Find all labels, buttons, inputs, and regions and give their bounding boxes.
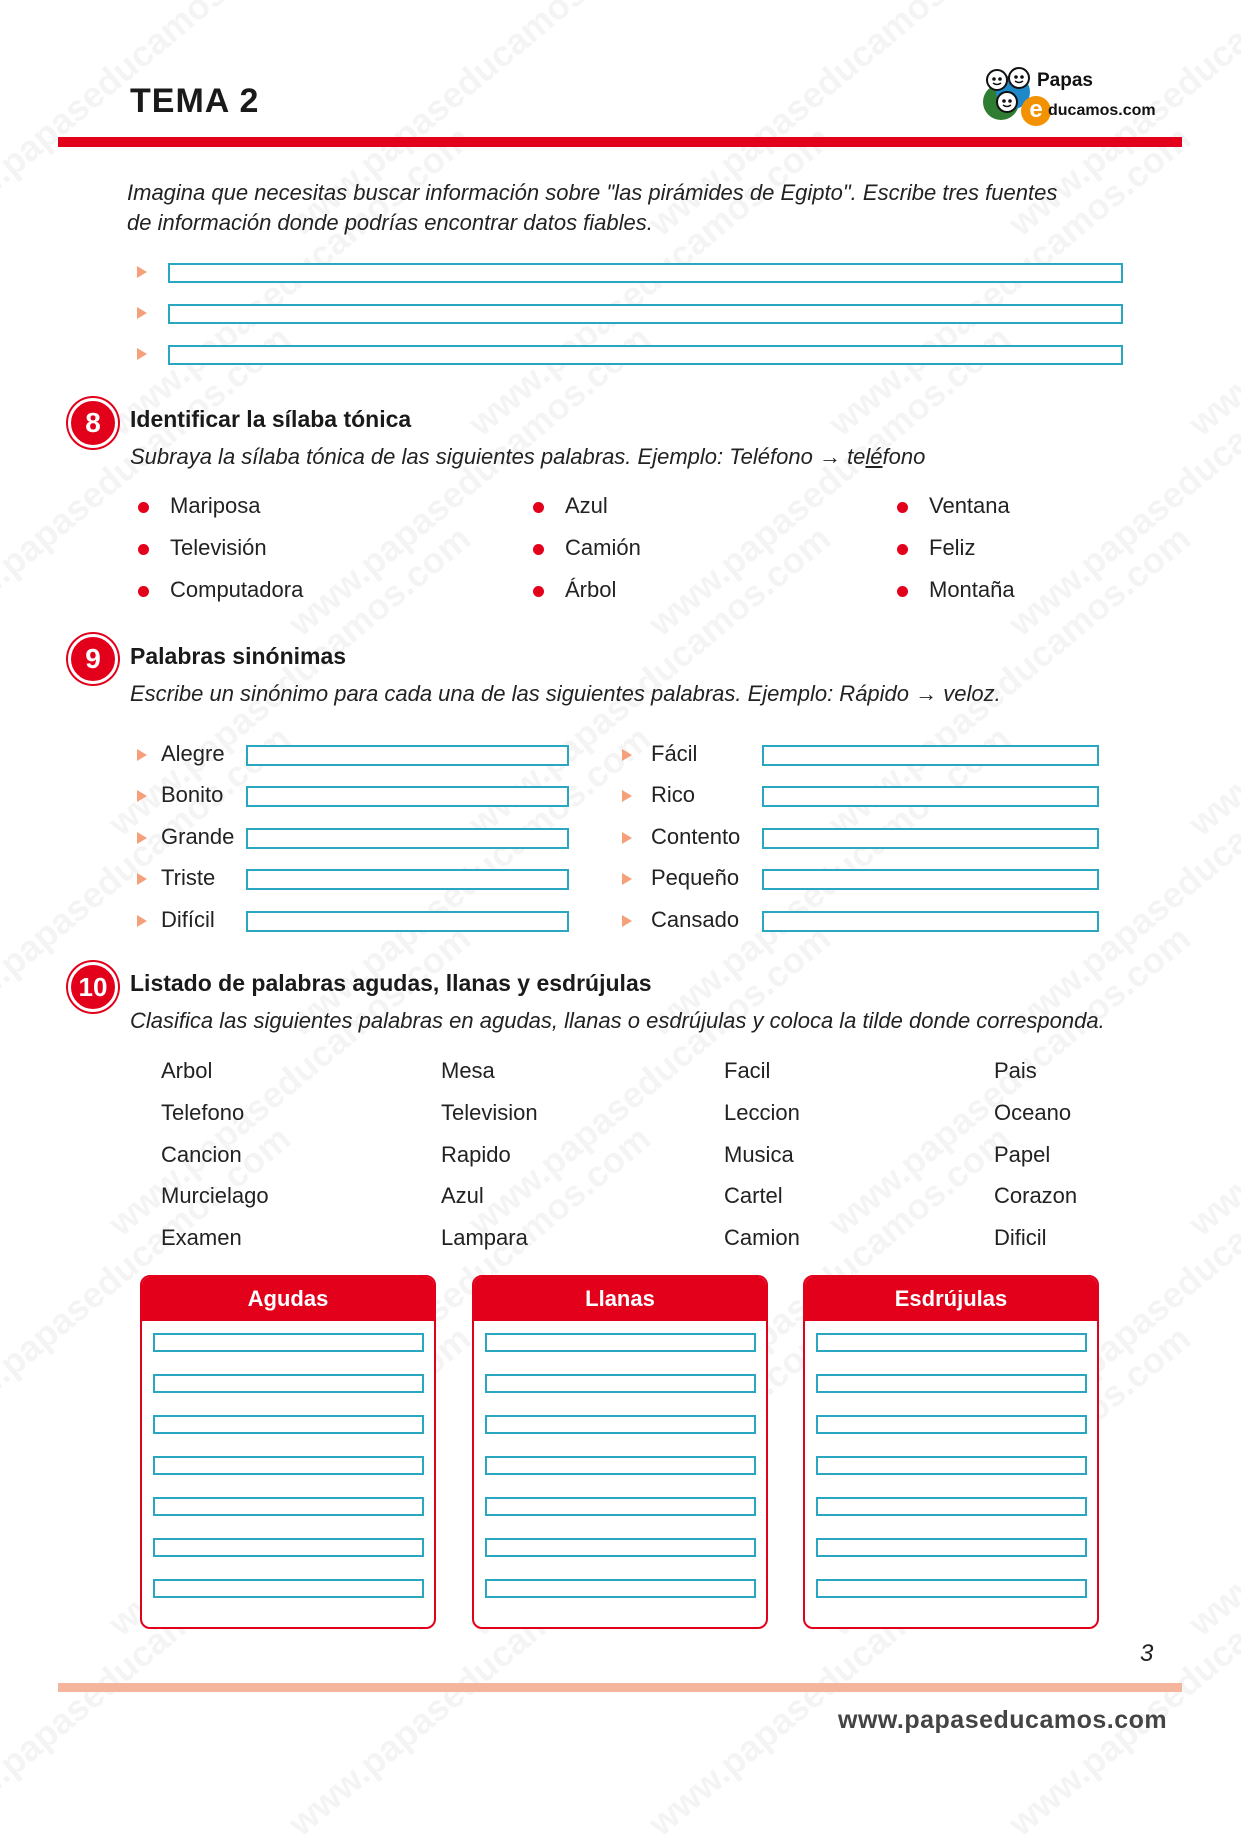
instruction-underlined-syllable: lé [865, 444, 883, 469]
word-item: Arbol [161, 1058, 213, 1083]
synonym-answer-line[interactable] [762, 911, 1099, 932]
logo-text-bottom: ducamos.com [1048, 102, 1156, 119]
classification-answer-line[interactable] [485, 1333, 756, 1352]
classification-answer-line[interactable] [816, 1538, 1087, 1557]
classification-answer-line[interactable] [153, 1333, 424, 1352]
bullet-arrow-icon [622, 749, 632, 761]
classification-answer-line[interactable] [816, 1415, 1087, 1434]
section-10-instruction: Clasifica las siguientes palabras en agudas, llanas o esdrújulas y coloca la tilde donde corresponda. [130, 1008, 1105, 1033]
classification-answer-line[interactable] [153, 1538, 424, 1557]
synonym-answer-line[interactable] [762, 745, 1099, 766]
section-10-number: 10 [68, 962, 118, 1012]
classification-box [140, 1275, 436, 1629]
classification-answer-line[interactable] [153, 1456, 424, 1475]
watermark-text [100, 917, 478, 1244]
synonym-answer-line[interactable] [246, 745, 569, 766]
section-9-instruction: Escribe un sinónimo para cada una de las siguientes palabras. Ejemplo: Rápido → veloz. [130, 681, 1001, 706]
page-title: TEMA 2 [130, 82, 260, 120]
word-item: Ventana [929, 493, 1010, 518]
section-8-instruction [130, 444, 925, 470]
word-item: Televisión [170, 535, 267, 560]
logo [975, 60, 1180, 132]
classification-box-header: Llanas [474, 1277, 766, 1321]
word-item: Papel [994, 1142, 1051, 1167]
word-item: Feliz [929, 535, 976, 560]
synonym-word: Contento [651, 824, 741, 849]
bullet-dot-icon [138, 544, 149, 555]
word-item: Azul [441, 1183, 484, 1208]
synonym-word: Rico [651, 782, 696, 807]
footer-website[interactable]: www.papaseducamos.com [838, 1706, 1168, 1734]
synonym-word: Cansado [651, 907, 740, 932]
bullet-dot-icon [138, 502, 149, 513]
instruction-prefix: Subraya la sílaba tónica de las siguientes palabras. Ejemplo: Teléfono → te [130, 444, 866, 469]
section-9-number: 9 [68, 634, 118, 684]
classification-answer-line[interactable] [485, 1456, 756, 1475]
classification-answer-line[interactable] [153, 1579, 424, 1598]
intro-instruction: Imagina que necesitas buscar información sobre "las pirámides de Egipto". Escribe tres fuentes de información donde podrías encontrar datos fiables. [127, 180, 1058, 235]
word-item: Telefono [161, 1100, 245, 1125]
watermark-text [1180, 117, 1241, 444]
synonym-word: Alegre [161, 741, 225, 766]
answer-line[interactable] [168, 304, 1123, 324]
word-item: Dificil [994, 1225, 1047, 1250]
word-item: Camión [565, 535, 641, 560]
word-item: Cancion [161, 1142, 242, 1167]
watermark-text [1180, 917, 1241, 1244]
logo-e-badge: e [1021, 96, 1051, 126]
synonym-answer-line[interactable] [246, 786, 569, 807]
classification-answer-line[interactable] [153, 1497, 424, 1516]
bullet-arrow-icon [622, 832, 632, 844]
word-item: Musica [724, 1142, 794, 1167]
section-8-title: Identificar la sílaba tónica [130, 406, 412, 432]
bullet-dot-icon [533, 586, 544, 597]
synonym-answer-line[interactable] [246, 869, 569, 890]
classification-box-header: Esdrújulas [805, 1277, 1097, 1321]
synonym-word: Fácil [651, 741, 698, 766]
classification-answer-line[interactable] [816, 1374, 1087, 1393]
classification-answer-line[interactable] [816, 1497, 1087, 1516]
word-item: Murcielago [161, 1183, 269, 1208]
word-item: Rapido [441, 1142, 511, 1167]
synonym-answer-line[interactable] [246, 828, 569, 849]
bullet-dot-icon [533, 502, 544, 513]
word-item: Árbol [565, 577, 617, 602]
bullet-arrow-icon [137, 790, 147, 802]
classification-box [472, 1275, 768, 1629]
logo-text-top: Papas [1037, 70, 1093, 91]
word-item: Cartel [724, 1183, 783, 1208]
section-9-title: Palabras sinónimas [130, 643, 347, 669]
classification-answer-line[interactable] [485, 1579, 756, 1598]
bullet-arrow-icon [137, 873, 147, 885]
synonym-answer-line[interactable] [246, 911, 569, 932]
word-item: Leccion [724, 1100, 800, 1125]
word-item: Mariposa [170, 493, 261, 518]
bullet-arrow-icon [622, 915, 632, 927]
synonym-answer-line[interactable] [762, 869, 1099, 890]
synonym-word: Grande [161, 824, 235, 849]
word-item: Facil [724, 1058, 771, 1083]
footer-bar [58, 1683, 1182, 1692]
word-item: Camion [724, 1225, 800, 1250]
section-8-number: 8 [68, 398, 118, 448]
synonym-word: Bonito [161, 782, 224, 807]
classification-answer-line[interactable] [816, 1456, 1087, 1475]
watermark-text [1180, 1317, 1241, 1644]
classification-answer-line[interactable] [816, 1333, 1087, 1352]
bullet-dot-icon [897, 544, 908, 555]
bullet-arrow-icon [137, 348, 147, 360]
word-item: Mesa [441, 1058, 495, 1083]
answer-line[interactable] [168, 263, 1123, 283]
classification-answer-line[interactable] [485, 1374, 756, 1393]
page-number: 3 [1140, 1640, 1154, 1667]
word-item: Corazon [994, 1183, 1078, 1208]
bullet-arrow-icon [622, 790, 632, 802]
synonym-answer-line[interactable] [762, 828, 1099, 849]
word-item: Lampara [441, 1225, 528, 1250]
synonym-word: Pequeño [651, 865, 740, 890]
instruction-suffix: fono [882, 444, 926, 469]
bullet-dot-icon [533, 544, 544, 555]
classification-answer-line[interactable] [485, 1538, 756, 1557]
bullet-arrow-icon [137, 307, 147, 319]
classification-answer-line[interactable] [153, 1374, 424, 1393]
word-item: Computadora [170, 577, 304, 602]
classification-answer-line[interactable] [485, 1497, 756, 1516]
bullet-arrow-icon [137, 749, 147, 761]
bullet-arrow-icon [622, 873, 632, 885]
bullet-arrow-icon [137, 915, 147, 927]
word-item: Television [441, 1100, 538, 1125]
word-item: Montaña [929, 577, 1015, 602]
word-item: Pais [994, 1058, 1037, 1083]
answer-line[interactable] [168, 345, 1123, 365]
classification-box [803, 1275, 1099, 1629]
watermark-text [1180, 517, 1241, 844]
classification-answer-line[interactable] [485, 1415, 756, 1434]
classification-answer-line[interactable] [816, 1579, 1087, 1598]
header-bar [58, 137, 1182, 147]
classification-answer-line[interactable] [153, 1415, 424, 1434]
section-10-title: Listado de palabras agudas, llanas y esdrújulas [130, 970, 652, 996]
bullet-dot-icon [897, 502, 908, 513]
bullet-dot-icon [897, 586, 908, 597]
synonym-answer-line[interactable] [762, 786, 1099, 807]
bullet-dot-icon [138, 586, 149, 597]
word-item: Azul [565, 493, 608, 518]
synonym-word: Triste [161, 865, 216, 890]
synonym-word: Difícil [161, 907, 215, 932]
word-item: Examen [161, 1225, 242, 1250]
word-item: Oceano [994, 1100, 1072, 1125]
bullet-arrow-icon [137, 266, 147, 278]
classification-box-header: Agudas [142, 1277, 434, 1321]
bullet-arrow-icon [137, 832, 147, 844]
